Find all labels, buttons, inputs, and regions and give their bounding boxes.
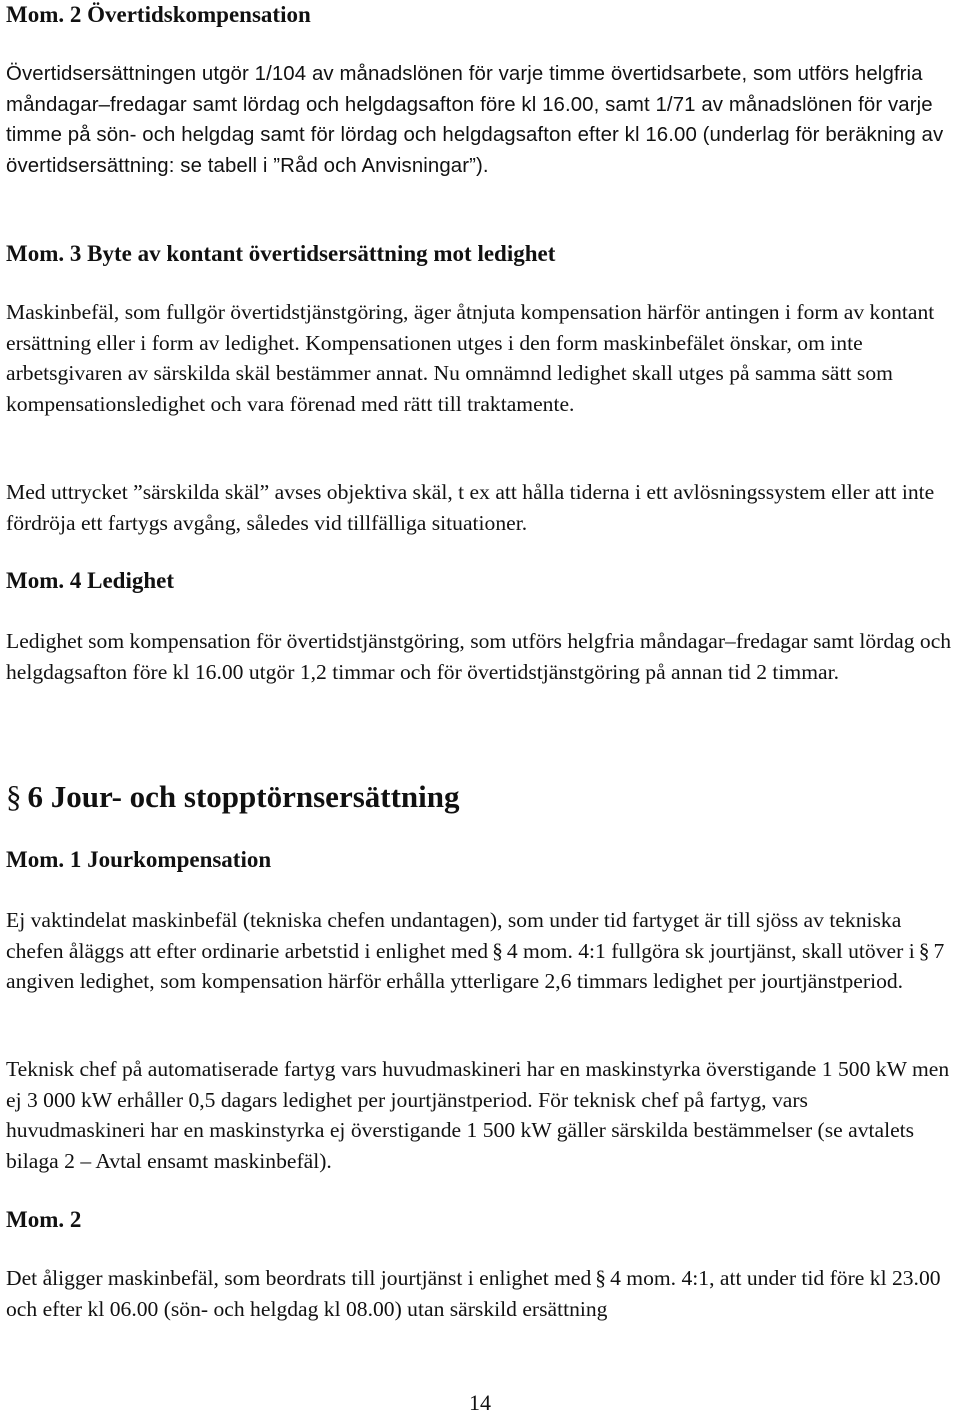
mom4-heading: Mom. 4 Ledighet <box>6 568 175 593</box>
s6-mom1-para-1 <box>6 905 952 997</box>
s6-mom2-text-b: 4 mom. 4:1, att under tid före kl 23.00 och efter kl 06.00 (sön- och helgdag kl 08.00) utan särskild ersättning <box>6 1266 941 1321</box>
mom2-body: Övertidsersättningen utgör 1/104 av månadslönen för varje timme övertidsarbete, som utförs helgfria måndagar–fredagar samt lördag och helgdagsafton före kl 16.00, samt 1/71 av månadslönen för varje timme på sön- och helgdag samt för lördag och helgdagsafton efter kl 16.00 (underlag för beräkning av övertidsersättning: se tabell i ”Råd och Anvisningar”). <box>6 63 944 177</box>
s6-mom1-text-a: Ej vaktindelat maskinbefäl (tekniska chefen undantagen), som under tid fartyget är till sjöss av tekniska chefen åläggs att efter ordinarie arbetstid i enlighet med <box>6 908 902 963</box>
s6-mom2-heading: Mom. 2 <box>6 1207 82 1232</box>
s6-mom1-heading: Mom. 1 Jourkompensation <box>6 847 272 872</box>
mom3-body: Maskinbefäl, som fullgör övertidstjänstgöring, äger åtnjuta kompensation härför antingen i form av kontant ersättning eller i form av ledighet. Kompensationen utges i den form maskinbefälet önskar, om inte arbetsgivaren av särskilda skäl bestämmer annat. Nu omnämnd ledighet skall utges på samma sätt som kompensationsledighet och vara förenad med rätt till traktamente. <box>6 300 935 416</box>
mom4-body: Ledighet som kompensation för övertidstjänstgöring, som utförs helgfria måndagar–fredagar samt lördag och helgdagsafton före kl 16.00 utgör 1,2 timmar och för övertidstjänstgöring på annan tid 2 timmar. <box>6 629 952 684</box>
s6-mom1-para-2: Teknisk chef på automatiserade fartyg vars huvudmaskineri har en maskinstyrka överstigande 1 500 kW men ej 3 000 kW erhåller 0,5 dagars ledighet per jourtjänstperiod. För teknisk chef på fartyg, vars huvudmaskineri har en maskinstyrka ej överstigande 1 500 kW gäller särskilda bestämmelser (se avtalets bilaga 2 – Avtal ensamt maskinbefäl). <box>6 1057 950 1173</box>
mom2-heading: Mom. 2 Övertidskompensation <box>6 2 311 27</box>
section-title: 6 Jour- och stopptörnsersättning <box>27 779 460 814</box>
s6-mom1-text-b: 4 mom. 4:1 fullgöra sk jourtjänst, skall utöver i <box>506 938 915 963</box>
s6-mom2-para-1 <box>6 1263 952 1324</box>
s6-mom1-text-c: 7 angiven ledighet, som kompensation härför erhålla ytterligare 2,6 timmars ledighet per jourtjänstperiod. <box>6 938 945 993</box>
mom3-body-2: Med uttrycket ”särskilda skäl” avses objektiva skäl, t ex att hålla tiderna i ett avlösningssystem eller att inte fördröja ett fartygs avgång, således vid tillfälliga situationer. <box>6 480 935 535</box>
section-ref-mark: § <box>918 938 930 963</box>
section-heading <box>6 777 952 817</box>
section-ref-mark: § <box>595 1266 607 1290</box>
page-number: 14 <box>469 1390 491 1415</box>
section-mark: § <box>6 779 22 814</box>
section-ref-mark: § <box>492 938 503 963</box>
s6-mom2-text-a: Det åligger maskinbefäl, som beordrats till jourtjänst i enlighet med <box>6 1266 592 1290</box>
mom3-heading: Mom. 3 Byte av kontant övertidsersättning mot ledighet <box>6 241 556 266</box>
